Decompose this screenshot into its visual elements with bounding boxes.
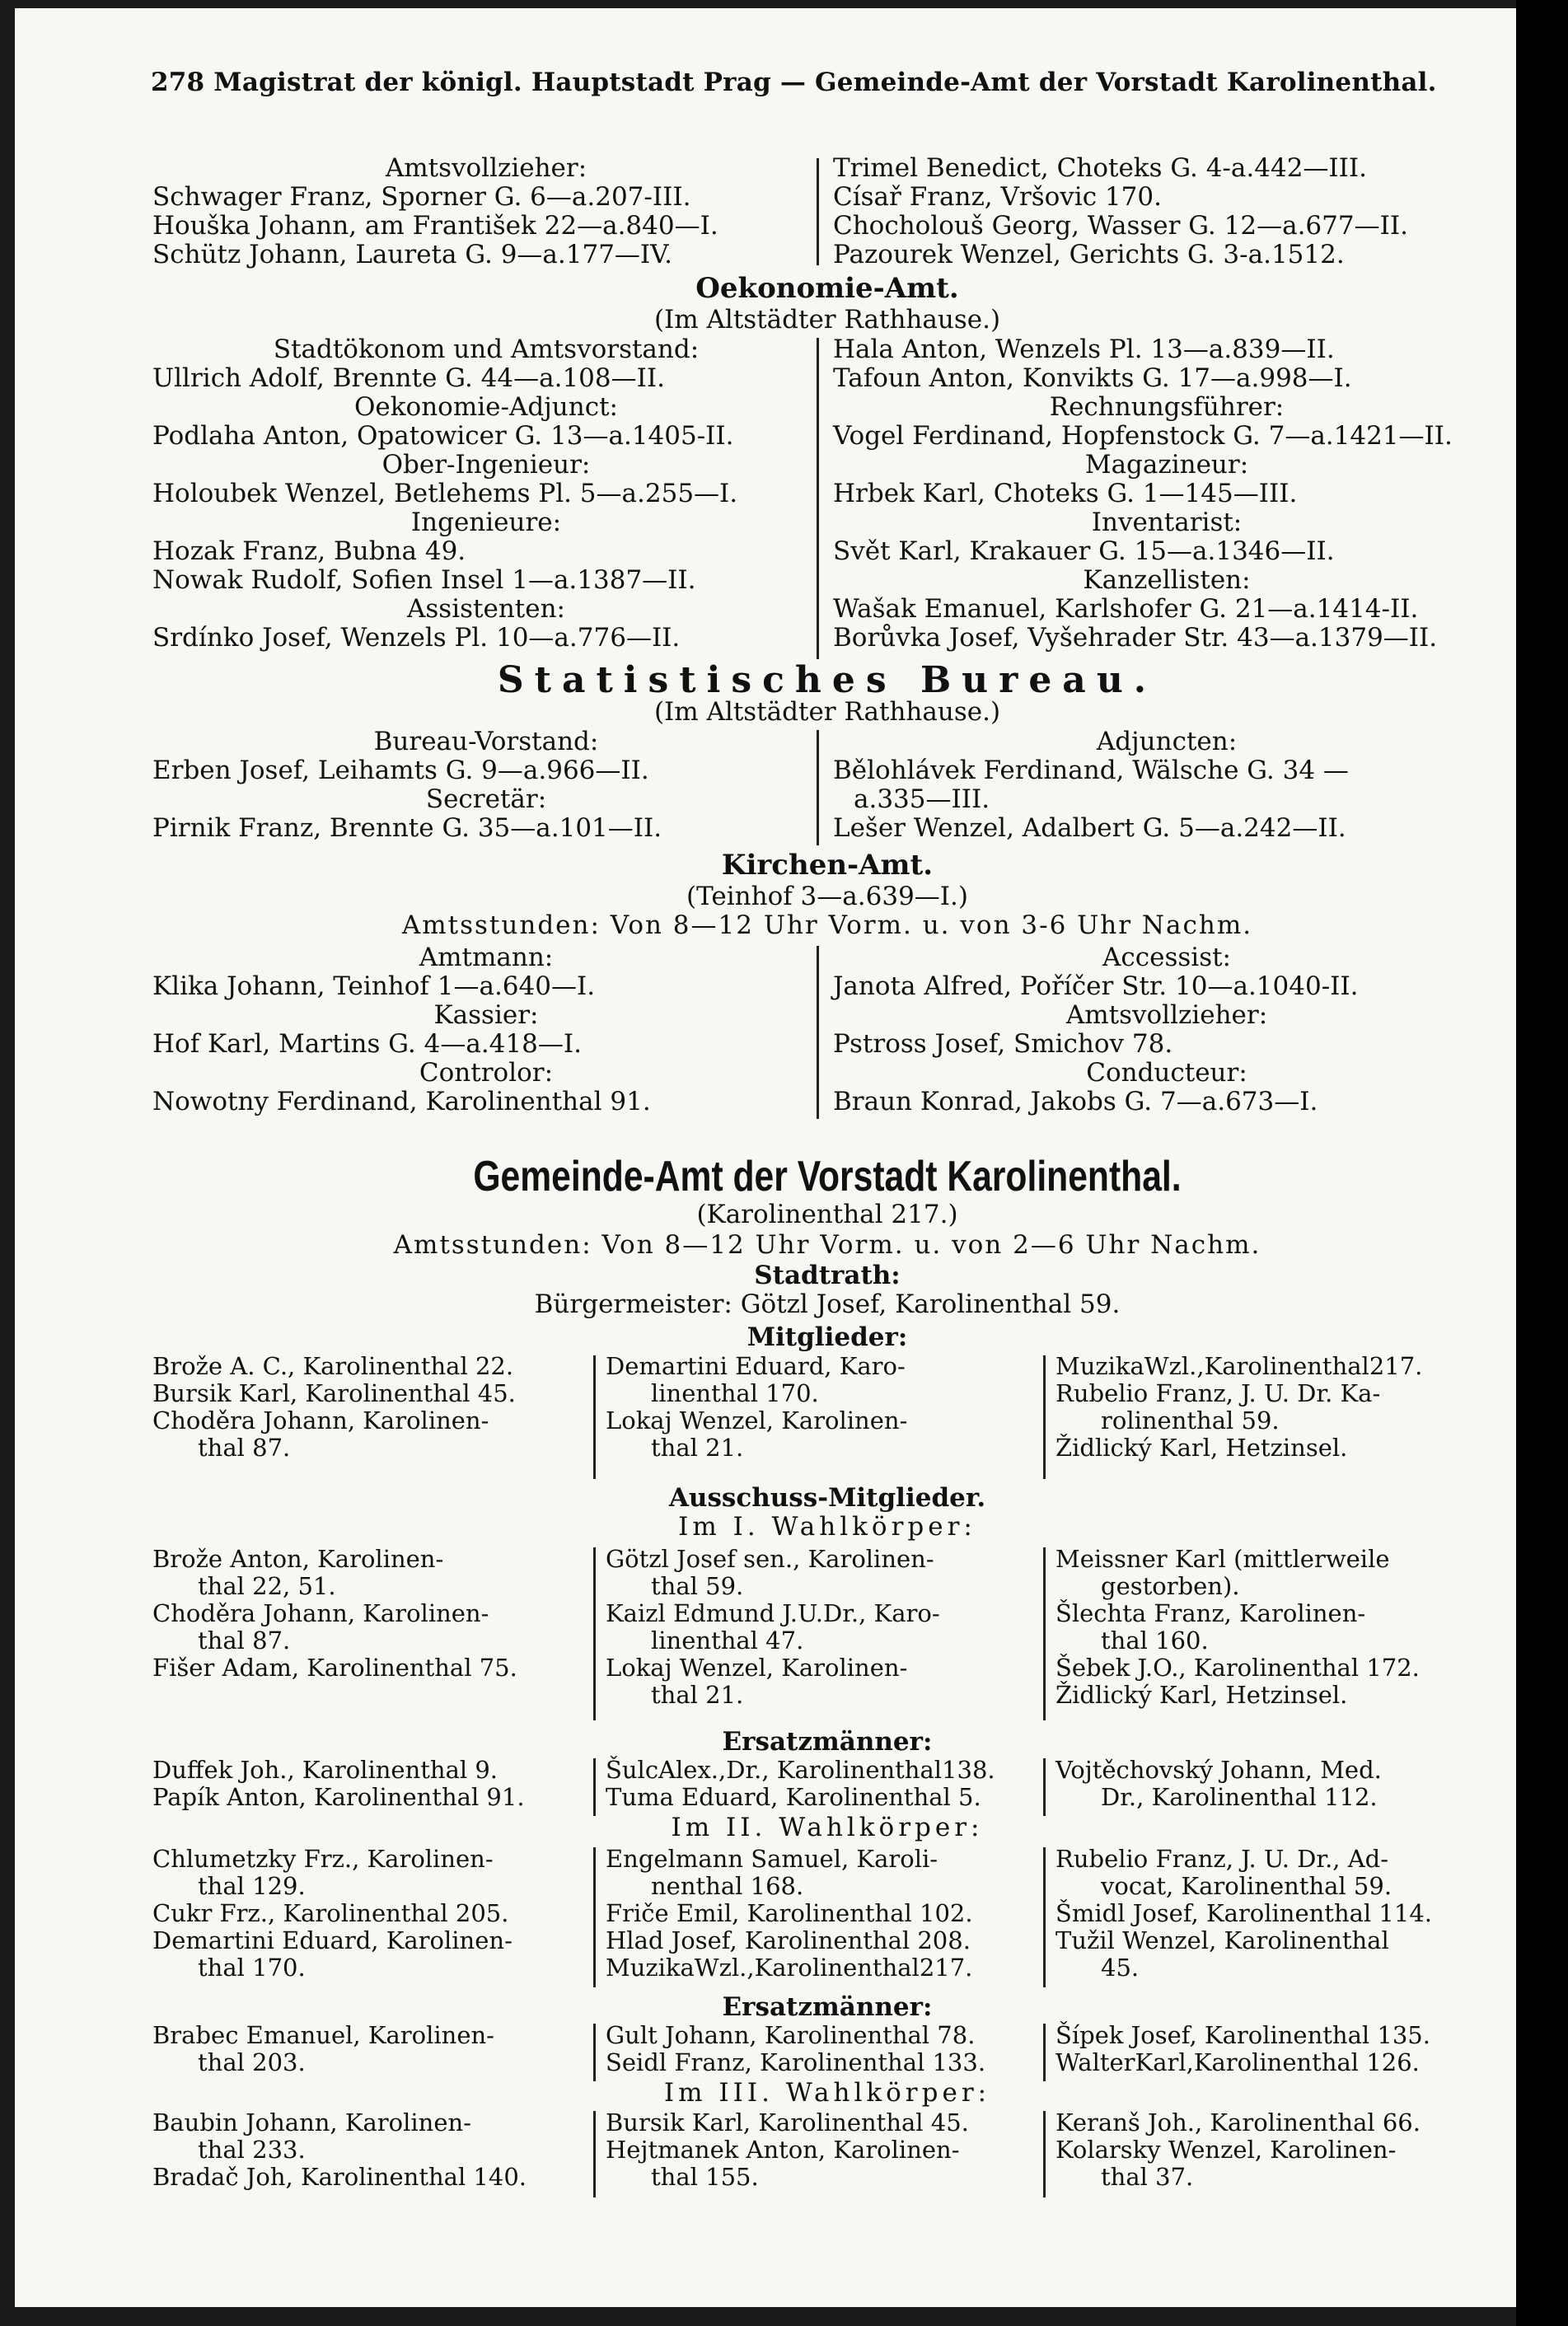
list-item: thal 129. — [198, 1872, 306, 1900]
wk1-col-1 — [152, 1546, 517, 1682]
entry: Hozak Franz, Bubna 49. — [152, 536, 466, 566]
ersatz2-col-3 — [1055, 2022, 1430, 2076]
mayor-line: Bürgermeister: Götzl Josef, Karolinenthal 59. — [534, 1289, 1121, 1319]
subsection-title: Ausschuss-Mitglieder. — [668, 1483, 986, 1513]
role-label: Rechnungsführer: — [1049, 392, 1285, 422]
entry: Vogel Ferdinand, Hopfenstock G. 7—a.1421—II. — [833, 421, 1453, 451]
column-divider — [1043, 1547, 1046, 1720]
ersatz2-col-1 — [152, 2022, 494, 2076]
entry: Holoubek Wenzel, Betlehems Pl. 5—a.255—I. — [152, 479, 738, 508]
electoral-body-title: Im II. Wahlkörper: — [671, 1813, 984, 1842]
electoral-body-title: Im III. Wahlkörper: — [663, 2078, 991, 2108]
wk2-col-2 — [606, 1846, 973, 1982]
column-divider — [1043, 1758, 1046, 1816]
list-item: Choděra Johann, Karolinen- — [152, 1406, 489, 1434]
column-divider — [1043, 2024, 1046, 2081]
entry: Schwager Franz, Sporner G. 6—a.207-III. — [152, 182, 691, 212]
entry: Srdínko Josef, Wenzels Pl. 10—a.776—II. — [152, 623, 681, 653]
members-col-1 — [152, 1353, 516, 1462]
office-hours: Amtsstunden: Von 8—12 Uhr Vorm. u. von 3-6 Uhr Nachm. — [401, 910, 1253, 940]
section-subtitle: (Im Altstädter Rathhause.) — [653, 305, 1001, 335]
list-item: Tuma Eduard, Karolinenthal 5. — [606, 1783, 981, 1811]
entry: Lešer Wenzel, Adalbert G. 5—a.242—II. — [833, 813, 1346, 843]
entry: Chocholouš Georg, Wasser G. 12—a.677—II. — [833, 211, 1408, 241]
list-item: thal 21. — [651, 1434, 744, 1462]
list-item: thal 87. — [198, 1434, 291, 1462]
list-item: Bursik Karl, Karolinenthal 45. — [152, 1379, 516, 1407]
list-item: thal 21. — [651, 1681, 744, 1709]
entry: Pirnik Franz, Brennte G. 35—a.101—II. — [152, 813, 662, 843]
subsection-title: Ersatzmänner: — [722, 1727, 933, 1757]
list-item: Rubelio Franz, J. U. Dr., Ad- — [1055, 1845, 1389, 1873]
list-item: Fišer Adam, Karolinenthal 75. — [152, 1654, 517, 1682]
entry: Hof Karl, Martins G. 4—a.418—I. — [152, 1029, 582, 1059]
section-title: Gemeinde-Amt der Vorstadt Karolinenthal. — [473, 1153, 1182, 1200]
entry: Houška Johann, am František 22—a.840—I. — [152, 211, 718, 241]
list-item: Kaizl Edmund J.U.Dr., Karo- — [606, 1599, 940, 1627]
list-item: Lokaj Wenzel, Karolinen- — [606, 1406, 908, 1434]
column-divider — [1043, 1355, 1046, 1479]
list-item: Friče Emil, Karolinenthal 102. — [606, 1899, 973, 1927]
list-item: thal 59. — [651, 1572, 744, 1600]
role-label: Kassier: — [433, 1000, 539, 1030]
list-item: vocat, Karolinenthal 59. — [1101, 1872, 1392, 1900]
list-item: Bursik Karl, Karolinenthal 45. — [606, 2108, 969, 2136]
list-item: Židlický Karl, Hetzinsel. — [1055, 1434, 1348, 1462]
list-item: Hejtmanek Anton, Karolinen- — [606, 2136, 960, 2164]
list-item: Demartini Eduard, Karolinen- — [152, 1926, 513, 1954]
role-label: Ober-Ingenieur: — [381, 450, 591, 480]
section-subtitle: (Im Altstädter Rathhause.) — [653, 697, 1001, 727]
entry: Císař Franz, Vršovic 170. — [833, 182, 1162, 212]
entry: Braun Konrad, Jakobs G. 7—a.673—I. — [833, 1087, 1318, 1116]
list-item: thal 87. — [198, 1626, 291, 1654]
list-item: Demartini Eduard, Karo- — [606, 1352, 906, 1380]
list-item: Kolarsky Wenzel, Karolinen- — [1055, 2136, 1397, 2164]
entry: Janota Alfred, Poříčer Str. 10—a.1040-II. — [833, 971, 1359, 1001]
wk3-col-1 — [152, 2109, 527, 2191]
list-item: Chlumetzky Frz., Karolinen- — [152, 1845, 494, 1873]
role-label: Amtmann: — [419, 943, 554, 972]
role-label: Inventarist: — [1091, 508, 1243, 537]
page-header: 278 Magistrat der königl. Hauptstadt Prag — Gemeinde-Amt der Vorstadt Karolinenthal. — [151, 68, 1437, 97]
list-item: Hlad Josef, Karolinenthal 208. — [606, 1926, 971, 1954]
list-item: 45. — [1101, 1954, 1140, 1982]
wk3-col-3 — [1055, 2109, 1421, 2191]
role-label: Amtsvollzieher: — [385, 153, 587, 183]
entry: Pazourek Wenzel, Gerichts G. 3-a.1512. — [833, 240, 1345, 269]
list-item: MuzikaWzl.,Karolinenthal217. — [1055, 1352, 1423, 1380]
list-item: Brabec Emanuel, Karolinen- — [152, 2021, 494, 2049]
list-item: Brože Anton, Karolinen- — [152, 1545, 444, 1573]
column-divider — [593, 1355, 596, 1479]
entry: Erben Josef, Leihamts G. 9—a.966—II. — [152, 756, 649, 785]
section-title: Kirchen-Amt. — [721, 849, 934, 882]
section-title: Statistisches Bureau. — [497, 659, 1158, 701]
list-item: Tužil Wenzel, Karolinenthal — [1055, 1926, 1389, 1954]
ersatz1-col-2 — [606, 1757, 995, 1811]
list-item: nenthal 168. — [651, 1872, 804, 1900]
list-item: Dr., Karolinenthal 112. — [1101, 1783, 1378, 1811]
list-item: thal 170. — [198, 1954, 306, 1982]
list-item: WalterKarl,Karolinenthal 126. — [1055, 2048, 1420, 2076]
list-item: Šmidl Josef, Karolinenthal 114. — [1055, 1899, 1432, 1927]
role-label: Conducteur: — [1086, 1058, 1247, 1088]
subsection-title: Mitglieder: — [747, 1322, 908, 1352]
list-item: thal 37. — [1101, 2163, 1194, 2191]
entry: Wašak Emanuel, Karlshofer G. 21—a.1414-II. — [833, 594, 1419, 624]
ersatz1-col-3 — [1055, 1757, 1382, 1811]
list-item: Vojtěchovský Johann, Med. — [1055, 1756, 1382, 1784]
electoral-body-title: Im I. Wahlkörper: — [678, 1512, 976, 1542]
list-item: Gult Johann, Karolinenthal 78. — [606, 2021, 976, 2049]
role-label: Oekonomie-Adjunct: — [353, 392, 618, 422]
office-hours: Amtsstunden: Von 8—12 Uhr Vorm. u. von 2—6 Uhr Nachm. — [393, 1230, 1261, 1260]
entry: Borůvka Josef, Vyšehrader Str. 43—a.1379—II. — [833, 623, 1438, 653]
list-item: Keranš Joh., Karolinenthal 66. — [1055, 2108, 1421, 2136]
list-item: Seidl Franz, Karolinenthal 133. — [606, 2048, 986, 2076]
list-item: Šlechta Franz, Karolinen- — [1055, 1599, 1366, 1627]
list-item: ŠulcAlex.,Dr., Karolinenthal138. — [606, 1756, 995, 1784]
entry: Hrbek Karl, Choteks G. 1—145—III. — [833, 479, 1298, 508]
scan-border — [1516, 0, 1568, 2326]
list-item: Papík Anton, Karolinenthal 91. — [152, 1783, 525, 1811]
entry: Svět Karl, Krakauer G. 15—a.1346—II. — [833, 536, 1335, 566]
entry: Pstross Josef, Smichov 78. — [833, 1029, 1173, 1059]
list-item: thal 155. — [651, 2163, 759, 2191]
ersatz2-col-2 — [606, 2022, 985, 2076]
wk1-col-2 — [606, 1546, 940, 1709]
list-item: Šebek J.O., Karolinenthal 172. — [1055, 1654, 1420, 1682]
document-page — [15, 8, 1516, 2307]
column-divider — [593, 2024, 596, 2081]
list-item: thal 203. — [198, 2048, 306, 2076]
list-item: Meissner Karl (mittlerweile — [1055, 1545, 1390, 1573]
section-subtitle: (Karolinenthal 217.) — [696, 1200, 958, 1229]
list-item: Engelmann Samuel, Karoli- — [606, 1845, 938, 1873]
column-divider — [1043, 2111, 1046, 2197]
subsection-title: Ersatzmänner: — [722, 1992, 933, 2022]
role-label: Controlor: — [419, 1058, 554, 1088]
role-label: Secretär: — [425, 784, 547, 814]
column-divider — [817, 158, 819, 265]
list-item: Brože A. C., Karolinenthal 22. — [152, 1352, 514, 1380]
section-title: Oekonomie-Amt. — [695, 272, 959, 305]
entry: Nowotny Ferdinand, Karolinenthal 91. — [152, 1087, 651, 1116]
list-item: Šípek Josef, Karolinenthal 135. — [1055, 2021, 1430, 2049]
list-item: thal 233. — [198, 2136, 306, 2164]
role-label: Amtsvollzieher: — [1065, 1000, 1268, 1030]
entry: Podlaha Anton, Opatowicer G. 13—a.1405-II. — [152, 421, 734, 451]
list-item: Lokaj Wenzel, Karolinen- — [606, 1654, 908, 1682]
entry: Schütz Johann, Laureta G. 9—a.177—IV. — [152, 240, 673, 269]
wk2-col-3 — [1055, 1846, 1432, 1982]
members-col-2 — [606, 1353, 907, 1462]
role-label: Accessist: — [1102, 943, 1231, 972]
list-item: linenthal 47. — [651, 1626, 804, 1654]
list-item: Baubin Johann, Karolinen- — [152, 2108, 471, 2136]
entry: Trimel Benedict, Choteks G. 4-a.442—III. — [833, 153, 1368, 183]
list-item: gestorben). — [1101, 1572, 1240, 1600]
list-item: Choděra Johann, Karolinen- — [152, 1599, 489, 1627]
list-item: MuzikaWzl.,Karolinenthal217. — [606, 1954, 973, 1982]
section-subtitle: (Teinhof 3—a.639—I.) — [686, 882, 968, 911]
list-item: Bradač Joh, Karolinenthal 140. — [152, 2163, 527, 2191]
subsection-title: Stadtrath: — [754, 1261, 901, 1290]
column-divider — [593, 2111, 596, 2197]
list-item: rolinenthal 59. — [1101, 1406, 1280, 1434]
role-label: Adjuncten: — [1096, 727, 1238, 756]
entry: Ullrich Adolf, Brennte G. 44—a.108—II. — [152, 363, 665, 393]
list-item: thal 22, 51. — [198, 1572, 336, 1600]
entry: Hala Anton, Wenzels Pl. 13—a.839—II. — [833, 335, 1335, 364]
role-label: Bureau-Vorstand: — [373, 727, 599, 756]
wk2-col-1 — [152, 1846, 513, 1982]
entry: a.335—III. — [854, 784, 990, 814]
column-divider — [593, 1547, 596, 1720]
list-item: Götzl Josef sen., Karolinen- — [606, 1545, 934, 1573]
column-divider — [1043, 1847, 1046, 1987]
role-label: Kanzellisten: — [1083, 565, 1251, 595]
list-item: Rubelio Franz, J. U. Dr. Ka- — [1055, 1379, 1381, 1407]
entry: Klika Johann, Teinhof 1—a.640—I. — [152, 971, 596, 1001]
members-col-3 — [1055, 1353, 1422, 1462]
entry: Nowak Rudolf, Sofien Insel 1—a.1387—II. — [152, 565, 696, 595]
role-label: Stadtökonom und Amtsvorstand: — [273, 335, 700, 364]
role-label: Magazineur: — [1084, 450, 1249, 480]
list-item: thal 160. — [1101, 1626, 1209, 1654]
role-label: Assistenten: — [406, 594, 565, 624]
wk3-col-2 — [606, 2109, 969, 2191]
list-item: Cukr Frz., Karolinenthal 205. — [152, 1899, 509, 1927]
entry: Tafoun Anton, Konvikts G. 17—a.998—I. — [833, 363, 1352, 393]
wk1-col-3 — [1055, 1546, 1420, 1709]
list-item: Židlický Karl, Hetzinsel. — [1055, 1681, 1348, 1709]
entry: Bělohlávek Ferdinand, Wälsche G. 34 — — [833, 756, 1349, 785]
list-item: Duffek Joh., Karolinenthal 9. — [152, 1756, 498, 1784]
ersatz1-col-1 — [152, 1757, 525, 1811]
column-divider — [593, 1758, 596, 1816]
column-divider — [593, 1847, 596, 1987]
role-label: Ingenieure: — [410, 508, 562, 537]
list-item: linenthal 170. — [651, 1379, 819, 1407]
